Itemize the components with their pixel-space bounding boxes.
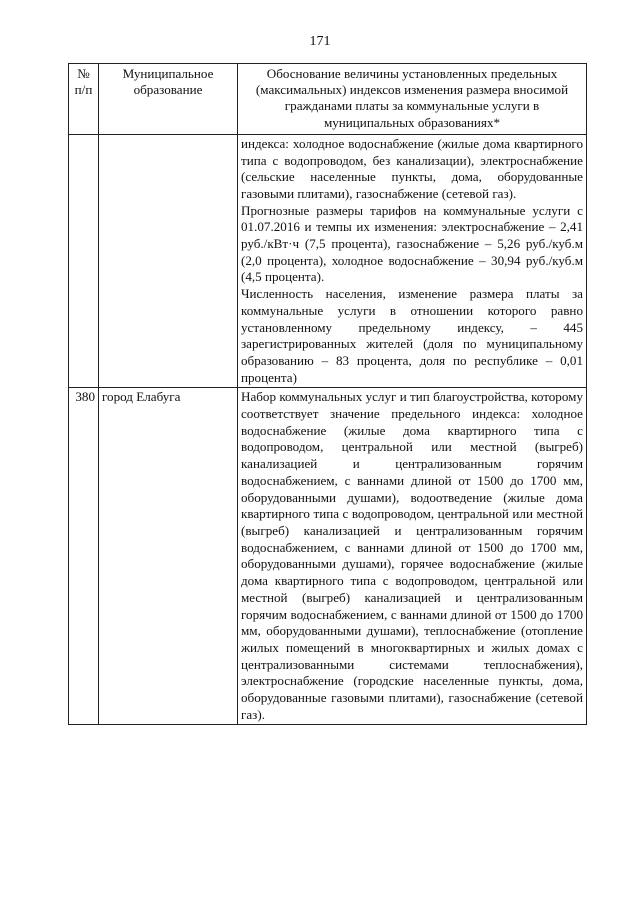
municipal-index-table xyxy=(68,63,587,725)
justification-paragraph: Набор коммунальных услуг и тип благоустройства, которому соответствует значение предельного индекса: холодное водоснабжение (жилые дома квартирного типа с водопроводом, центральной или местной (выгреб) канализацией и централизованным горячим водоснабжением, с ваннами длиной от 1500 до 1700 мм, оборудованными душами), водоотведение (жилые дома квартирного типа с водопроводом, центральной или местной (выгреб) канализацией и централизованным горячим водоснабжением, с ваннами длиной от 1500 до 1700 мм, оборудованными душами), горячее водоснабжение (жилые дома квартирного типа с водопроводом, центральной или местной (выгреб) канализацией и централизованным горячим водоснабжением, с ваннами длиной от 1500 до 1700 мм, оборудованными душами), теплоснабжение (отопление жилых помещений в многоквартирных и жилых домах с централизованными системами теплоснабжения), электроснабжение (городские населенные пункты, дома, оборудованные газовыми плитами), газоснабжение (сетевой газ). xyxy=(241,389,583,722)
row-number xyxy=(69,134,99,388)
justification-paragraph: Прогнозные размеры тарифов на коммунальные услуги с 01.07.2016 и темпы их изменения: электроснабжение – 2,41 руб./кВт·ч (7,5 процента), газоснабжение – 5,26 руб./куб.м (2,0 процента), холодное водоснабжение – 30,94 руб./куб.м (4,5 процента). xyxy=(241,202,583,285)
row-municipality xyxy=(99,134,238,388)
row-justification xyxy=(238,134,587,388)
header-number: № п/п xyxy=(69,64,99,135)
page-number: 171 xyxy=(309,34,331,49)
header-justification: Обоснование величины установленных предельных (максимальных) индексов изменения размера вносимой гражданами платы за коммунальные услуги в муниципальных образованиях* xyxy=(238,64,587,135)
table-header-row xyxy=(69,64,587,135)
justification-paragraph: Численность населения, изменение размера платы за коммунальные услуги в отношении которого равно установленному предельному индексу, – 445 зарегистрированных жителей (доля по муниципальному образованию – 83 процента, доля по республике – 0,01 процента) xyxy=(241,286,583,385)
table-row-380 xyxy=(69,388,587,725)
table-row-continuation xyxy=(69,134,587,388)
row-municipality: город Елабуга xyxy=(99,388,238,725)
row-justification xyxy=(238,388,587,725)
justification-paragraph: индекса: холодное водоснабжение (жилые дома квартирного типа с водопроводом, без канализации), электроснабжение (сельские населенные пункты, дома, оборудованные газовыми плитами), газоснабжение (сетевой газ). xyxy=(241,135,583,201)
row-number: 380 xyxy=(69,388,99,725)
header-municipality: Муниципальное образование xyxy=(99,64,238,135)
